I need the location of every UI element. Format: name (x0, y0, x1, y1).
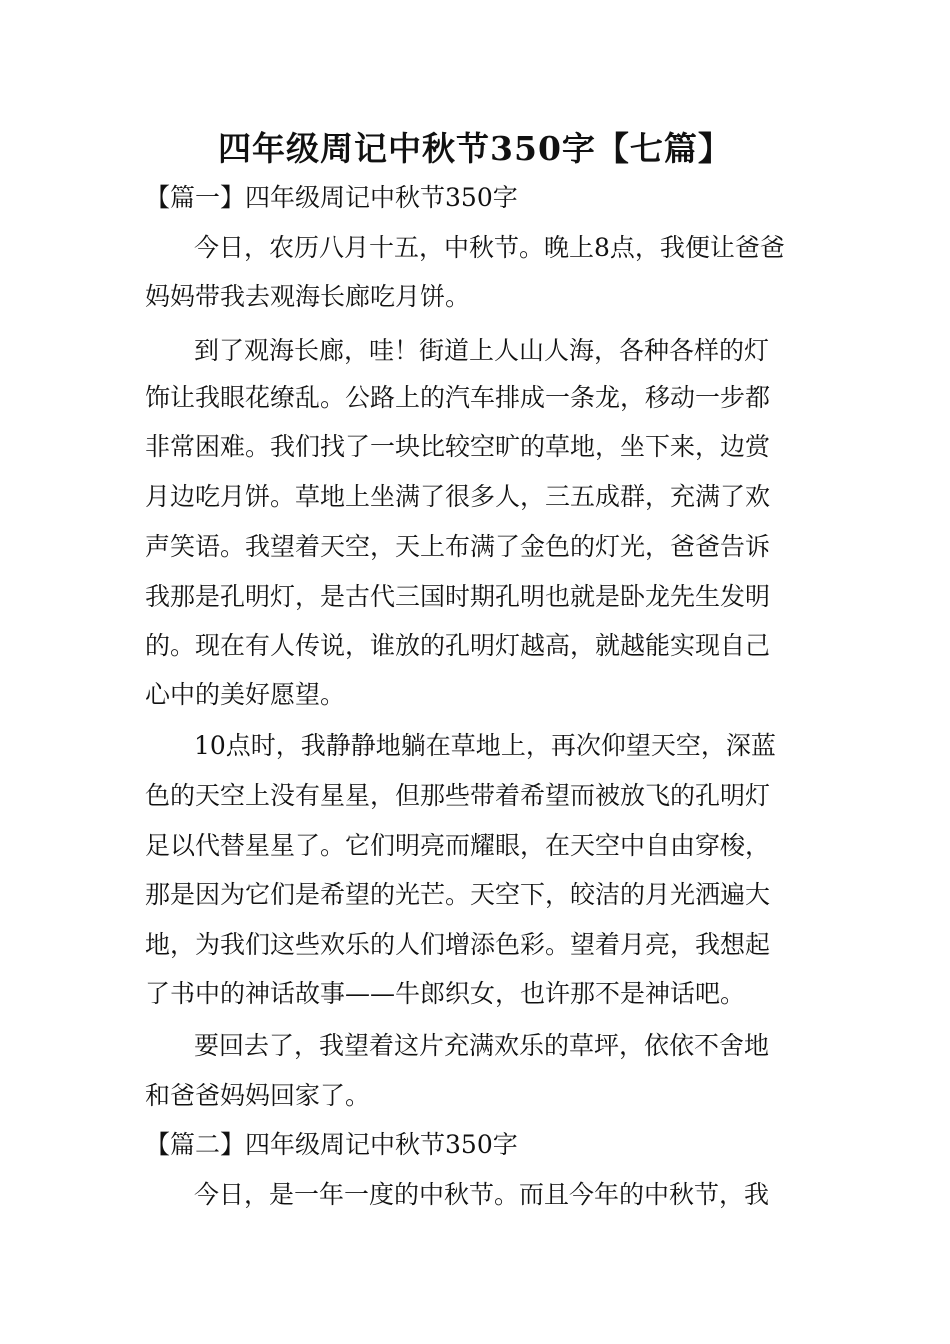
section-heading-2: 【篇二】四年级周记中秋节350字 (145, 1130, 518, 1159)
paragraph-line: 到了观海长廊，哇！街道上人山人海，各种各样的灯 (194, 336, 770, 365)
paragraph-line: 和爸爸妈妈回家了。 (145, 1081, 371, 1110)
paragraph-line: 了书中的神话故事——牛郎织女，也许那不是神话吧。 (145, 979, 746, 1008)
paragraph-line: 地，为我们这些欢乐的人们增添色彩。望着月亮，我想起 (145, 930, 771, 959)
paragraph-line: 心中的美好愿望。 (145, 680, 346, 709)
paragraph-line: 妈妈带我去观海长廊吃月饼。 (145, 282, 471, 311)
section-heading-1: 【篇一】四年级周记中秋节350字 (145, 183, 518, 212)
paragraph-line: 足以代替星星了。它们明亮而耀眼，在天空中自由穿梭， (145, 831, 771, 860)
paragraph-line: 那是因为它们是希望的光芒。天空下，皎洁的月光洒遍大 (145, 880, 771, 909)
paragraph-line: 今日，是一年一度的中秋节。而且今年的中秋节，我 (194, 1180, 770, 1209)
paragraph-line: 月边吃月饼。草地上坐满了很多人，三五成群，充满了欢 (145, 482, 771, 511)
paragraph-line: 色的天空上没有星星，但那些带着希望而被放飞的孔明灯 (145, 781, 771, 810)
paragraph-line: 我那是孔明灯，是古代三国时期孔明也就是卧龙先生发明 (145, 582, 771, 611)
paragraph-line: 饰让我眼花缭乱。公路上的汽车排成一条龙，移动一步都 (145, 383, 771, 412)
paragraph-line: 今日，农历八月十五，中秋节。晚上8点，我便让爸爸 (194, 233, 785, 262)
paragraph-line: 10点时，我静静地躺在草地上，再次仰望天空，深蓝 (194, 731, 776, 760)
document-title: 四年级周记中秋节350字【七篇】 (218, 129, 732, 168)
paragraph-line: 要回去了，我望着这片充满欢乐的草坪，依依不舍地 (194, 1031, 770, 1060)
paragraph-line: 声笑语。我望着天空，天上布满了金色的灯光，爸爸告诉 (145, 532, 771, 561)
paragraph-line: 非常困难。我们找了一块比较空旷的草地，坐下来，边赏 (145, 432, 771, 461)
paragraph-line: 的。现在有人传说，谁放的孔明灯越高，就越能实现自己 (145, 631, 771, 660)
